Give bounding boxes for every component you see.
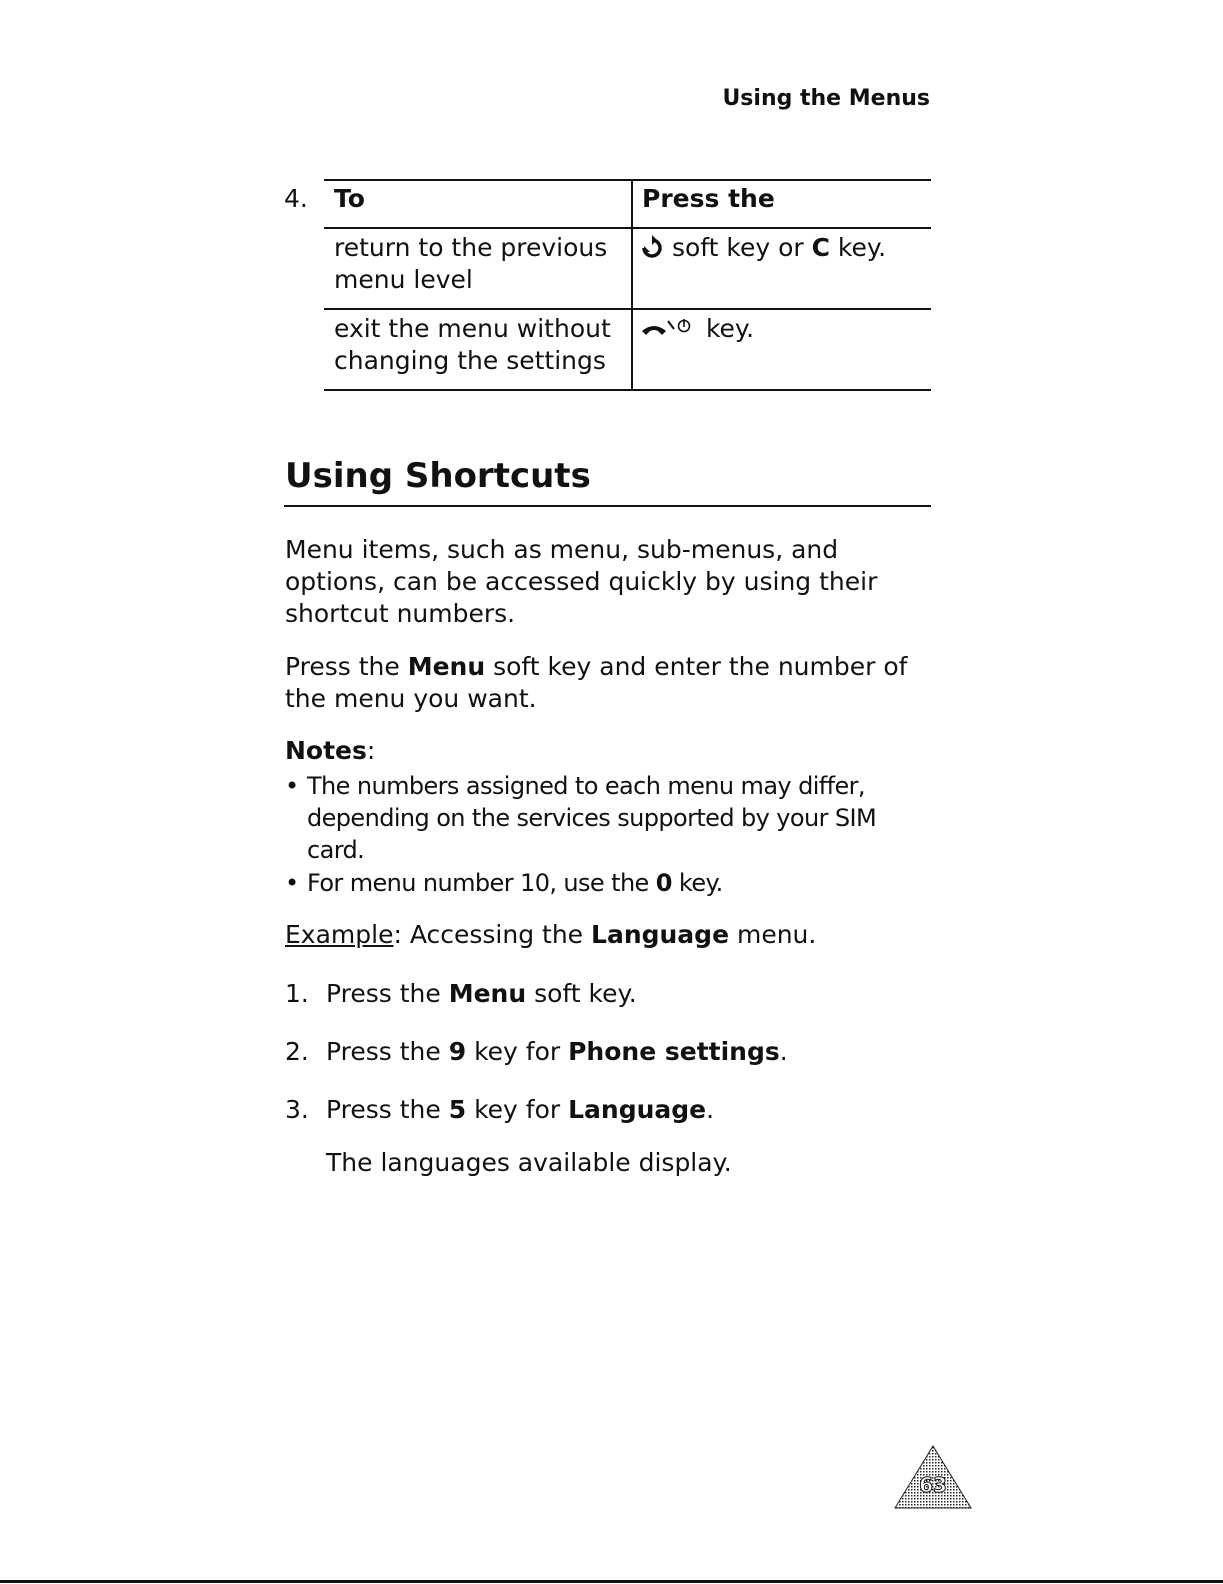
section-title: Using Shortcuts — [285, 456, 591, 496]
page-bottom-border — [0, 1580, 1223, 1583]
row2-action-line2: changing the settings — [334, 346, 606, 375]
table-header-to: To — [334, 184, 365, 213]
end-power-key-icon — [640, 317, 698, 339]
row2-press: key. — [640, 313, 928, 345]
back-soft-key-icon — [640, 234, 664, 260]
table-header-press: Press the — [642, 184, 775, 213]
step-number: 4. — [284, 184, 308, 213]
running-header: Using the Menus — [722, 86, 930, 111]
step-result: The languages available display. — [326, 1148, 732, 1177]
table-row — [334, 232, 624, 296]
table-row — [334, 313, 624, 377]
bullet-dot-icon: • — [285, 772, 299, 800]
note-bullet: • For menu number 10, use the 0 key. — [285, 869, 723, 897]
list-item: 3. Press the 5 key for Language. — [285, 1095, 715, 1124]
row1-press: soft key or C key. — [640, 232, 928, 264]
section-title-rule — [284, 505, 931, 507]
page-number: 63 — [919, 1473, 947, 1497]
instruction-paragraph: Press the Menu soft key and enter the number of the menu you want. — [285, 652, 908, 713]
page-number-badge — [893, 1444, 973, 1510]
example-line: Example: Accessing the Language menu. — [285, 920, 817, 949]
list-item: 2. Press the 9 key for Phone settings. — [285, 1037, 788, 1066]
bullet-dot-icon: • — [285, 869, 299, 897]
notes-heading: Notes: — [285, 736, 376, 765]
row1-action-line2: menu level — [334, 265, 473, 294]
row2-action-line1: exit the menu without — [334, 314, 611, 343]
row1-action-line1: return to the previous — [334, 233, 608, 262]
note-bullet: • The numbers assigned to each menu may differ, depending on the services supported by your SIM card. — [285, 772, 877, 864]
intro-paragraph: Menu items, such as menu, sub-menus, and options, can be accessed quickly by using their shortcut numbers. — [285, 535, 878, 628]
list-item: 1. Press the Menu soft key. — [285, 979, 637, 1008]
